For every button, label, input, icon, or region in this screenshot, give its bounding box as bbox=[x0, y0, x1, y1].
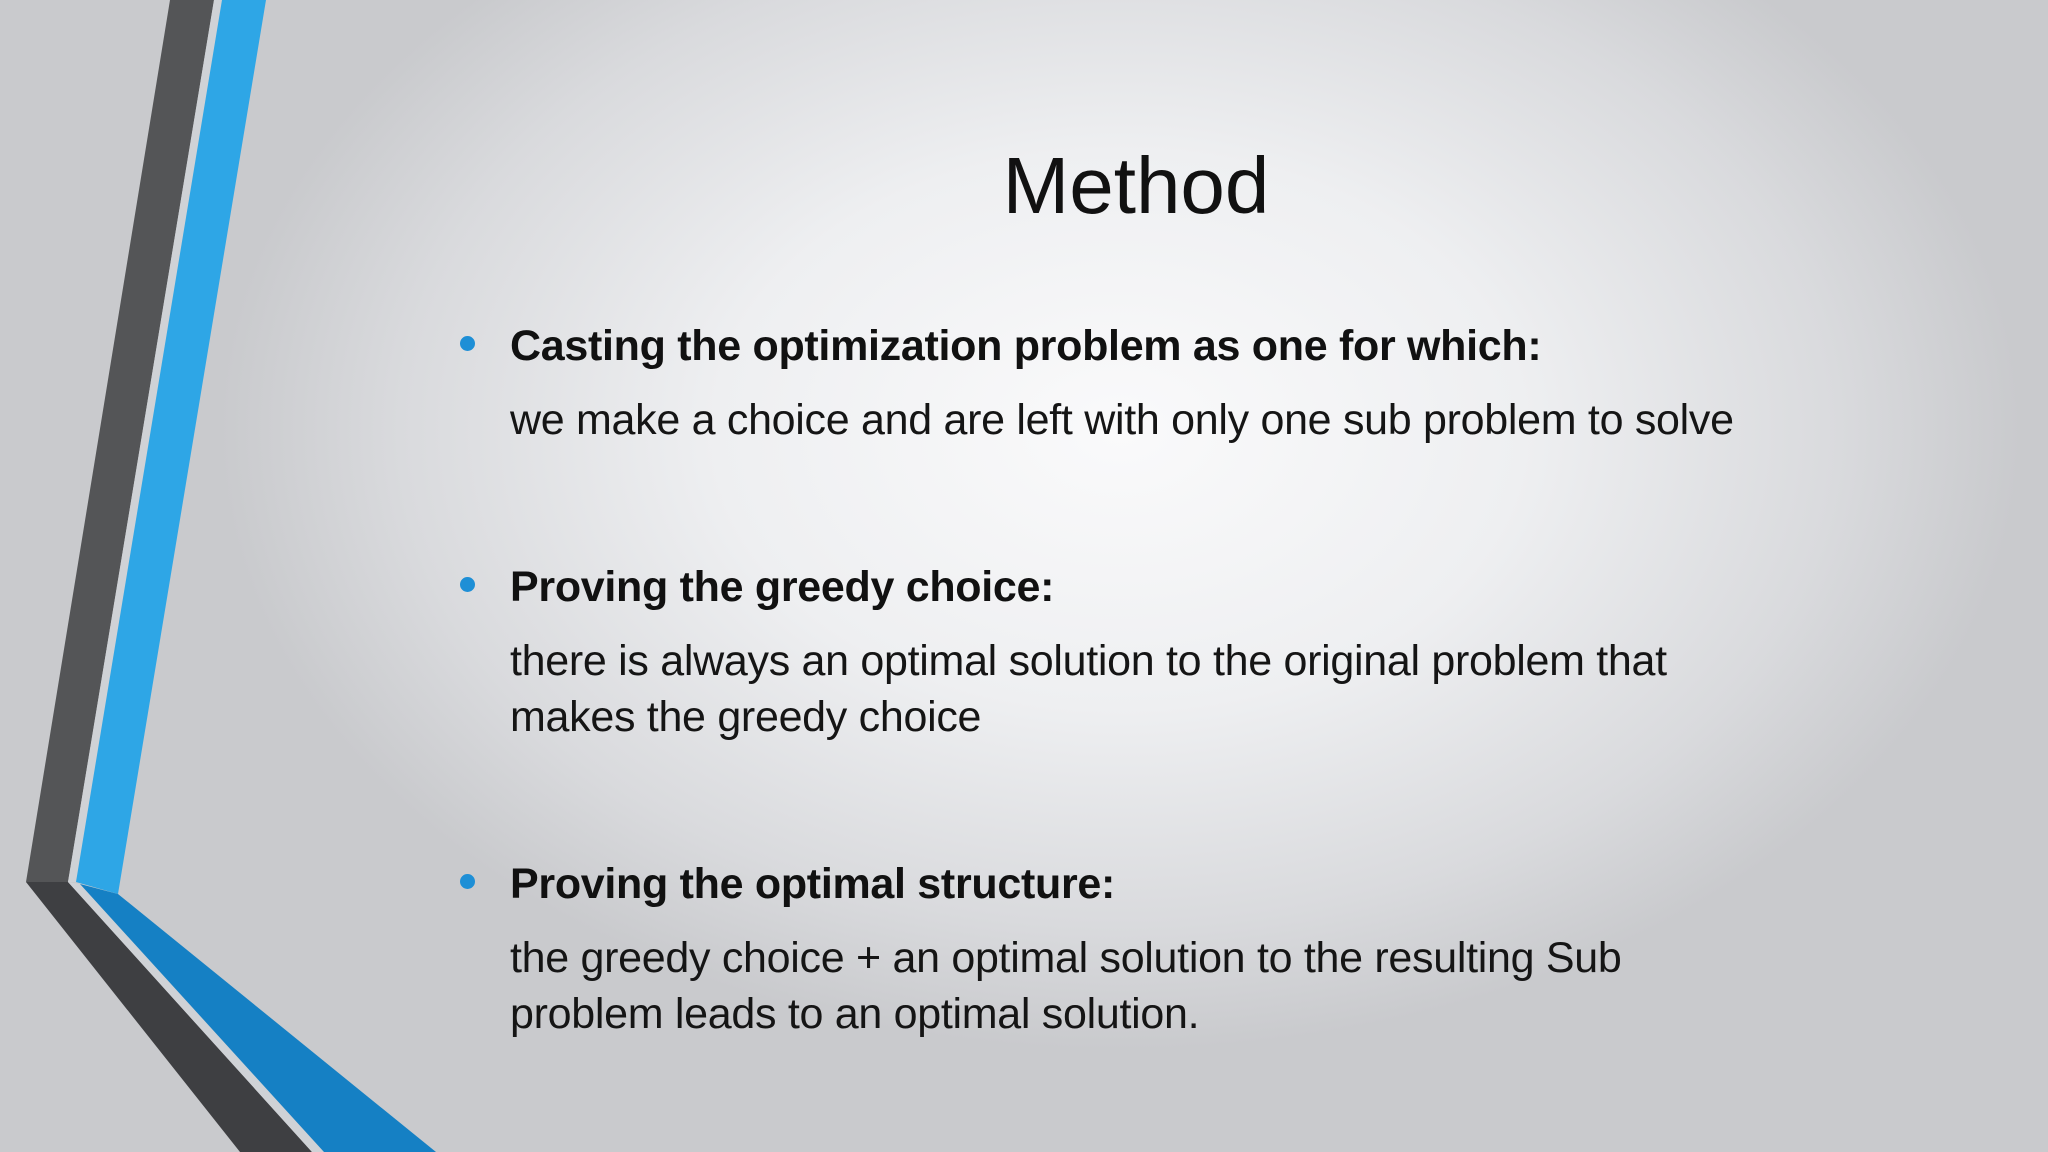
bullet-item-greedy-choice bbox=[460, 559, 1910, 745]
bullet-body: we make a choice and are left with only one sub problem to solve bbox=[510, 396, 1734, 444]
bullet-dot-icon bbox=[460, 874, 475, 889]
bullet-dot-icon bbox=[460, 577, 475, 592]
bullet-item-optimal-structure bbox=[460, 856, 1910, 1042]
blue-stripe bbox=[76, 0, 266, 894]
bullet-item-casting bbox=[460, 318, 1910, 448]
dark-diagonal-stripe bbox=[26, 882, 312, 1152]
slide-title: Method bbox=[1002, 141, 1270, 230]
bullet-body: the greedy choice + an optimal solution to the resulting Sub problem leads to an optimal solution. bbox=[510, 934, 1622, 1038]
light-diagonal-separator bbox=[68, 882, 324, 1152]
bullet-dot-icon bbox=[460, 336, 475, 351]
bullet-body: there is always an optimal solution to the original problem that makes the greedy choice bbox=[510, 637, 1667, 741]
dark-gray-stripe bbox=[26, 0, 214, 882]
light-separator-stripe bbox=[68, 0, 222, 882]
blue-diagonal-stripe bbox=[80, 884, 436, 1152]
bullet-heading: Proving the greedy choice: bbox=[510, 563, 1055, 611]
bullet-heading: Proving the optimal structure: bbox=[510, 860, 1116, 908]
bullet-heading: Casting the optimization problem as one for which: bbox=[510, 322, 1542, 370]
